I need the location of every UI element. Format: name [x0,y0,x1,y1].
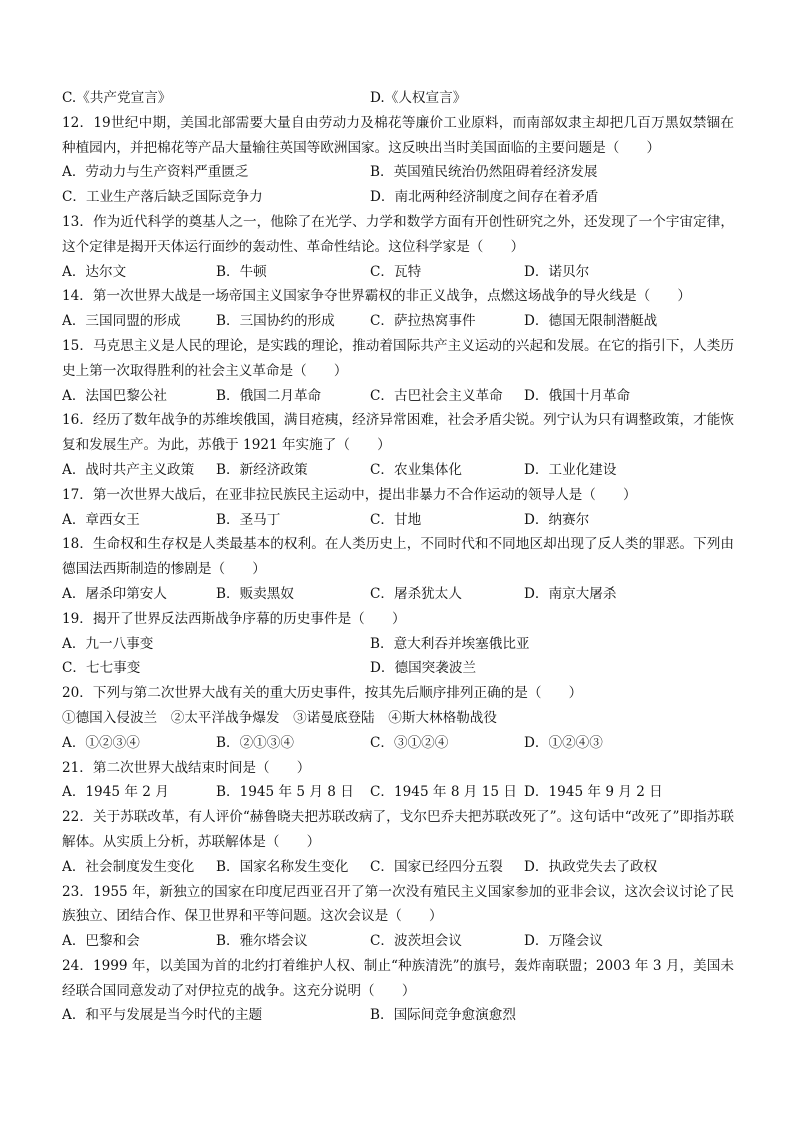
question-18 [62,532,734,606]
options-row [62,1003,734,1028]
option-b: B．②①③④ [216,734,294,751]
option-c: C．波茨坦会议 [370,933,462,950]
option-c: C．屠杀犹太人 [370,585,462,602]
question-list [62,86,734,1028]
option-c: C．农业集体化 [370,461,462,478]
question-text: 24．1999 年，以美国为首的北约打着维护人权、制止“种族清洗”的旗号，轰炸南联盟；2003 年 3 月，美国未经联合国同意发动了对伊拉克的战争。这充分说明（ ） [62,957,734,999]
question-text: 14．第一次世界大战是一场帝国主义国家争夺世界霸权的非正义战争，点燃这场战争的导火线是（ ） [62,288,692,305]
options-row [62,508,734,533]
question-22 [62,805,734,879]
question-text: 23．1955 年，新独立的国家在印度尼西亚召开了第一次没有殖民主义国家参加的亚非会议，这次会议讨论了民族独立、团结合作、保卫世界和平等问题。这次会议是（ ） [62,883,734,925]
question-19 [62,607,734,681]
option-c: C．甘地 [370,511,422,528]
question-text: 12．19世纪中期，美国北部需要大量自由劳动力及棉花等廉价工业原料，而南部奴隶主却把几百万黑奴禁锢在种植园内，并把棉花等产品大量输往英国等欧洲国家。这反映出当时美国面临的主要问题是（ ） [62,114,734,156]
option-d: D．执政党失去了政权 [524,858,658,875]
option-d: D．德国无限制潜艇战 [524,313,658,330]
question-text: 16．经历了数年战争的苏维埃俄国，满目疮痍，经济异常困难，社会矛盾尖锐。列宁认为只有调整政策，才能恢复和发展生产。为此，苏俄于 1921 年实施了（ ） [62,412,734,454]
question-20 [62,681,734,755]
question-text: 18．生命权和生存权是人类最基本的权利。在人类历史上，不同时代和不同地区却出现了反人类的罪恶。下列由德国法西斯制造的惨剧是（ ） [62,536,734,578]
question-16 [62,408,734,482]
option-b: B．国家名称发生变化 [216,858,349,875]
options-row [62,458,734,483]
question-24 [62,954,734,1028]
question-text: 20．下列与第二次世界大战有关的重大历史事件，按其先后顺序排列正确的是（ ） [62,685,583,702]
option-c: C．七七事变 [62,660,141,677]
question-text: 15．马克思主义是人民的理论，是实践的理论，推动着国际共产主义运动的兴起和发展。在它的指引下，人类历史上第一次取得胜利的社会主义革命是（ ） [62,337,734,379]
option-a: A．①②③④ [62,734,140,751]
options-row [62,260,734,285]
question-13 [62,210,734,284]
option-b: B．三国协约的形成 [216,313,335,330]
option-c: C．国家已经四分五裂 [370,858,503,875]
option-a: A．社会制度发生变化 [62,858,195,875]
option-b: B．贩卖黑奴 [216,585,294,602]
option-d: D．诺贝尔 [524,263,590,280]
option-a: A．章西女王 [62,511,140,528]
option-b: B．圣马丁 [216,511,281,528]
option-c: C.《共产党宣言》 [62,90,172,106]
option-d: D．南北两种经济制度之间存在着矛盾 [370,189,599,206]
options-row [62,309,734,334]
option-b: B．1945 年 5 月 8 日 [216,784,354,801]
question-21 [62,756,734,806]
question-17 [62,483,734,533]
option-c: C．古巴社会主义革命 [370,387,503,404]
options-row [62,656,734,681]
question-text: 22．关于苏联改革，有人评价“赫鲁晓夫把苏联改病了，戈尔巴乔夫把苏联改死了”。这句话中“改死了”即指苏联解体。从实质上分析，苏联解体是（ ） [62,809,734,850]
option-a: A．巴黎和会 [62,933,140,950]
option-c: C．萨拉热窝事件 [370,313,476,330]
option-b: B．意大利吞并埃塞俄比亚 [370,635,530,652]
options-row [62,731,734,756]
option-d: D．俄国十月革命 [524,387,631,404]
option-a: A．战时共产主义政策 [62,461,195,478]
option-b: B．雅尔塔会议 [216,933,308,950]
option-d: D.《人权宣言》 [370,90,467,106]
option-a: A．和平与发展是当今时代的主题 [62,1007,263,1024]
options-row [62,632,734,657]
question-text: 17．第一次世界大战后，在亚非拉民族民主运动中，提出非暴力不合作运动的领导人是（ ） [62,486,637,503]
question-items: ①德国入侵波兰 ②太平洋战争爆发 ③诺曼底登陆 ④斯大林格勒战役 [62,709,497,726]
option-c: C．③①②④ [370,734,449,751]
options-row [62,855,734,880]
options-row [62,384,734,409]
option-b: B．俄国二月革命 [216,387,322,404]
question-15 [62,334,734,408]
options-row [62,185,734,210]
question-text: 13．作为近代科学的奠基人之一，他除了在光学、力学和数学方面有开创性研究之外，还发现了一个宇宙定律，这个定律是揭开天体运行面纱的轰动性、革命性结论。这位科学家是（ ） [62,213,734,255]
question-text: 21．第二次世界大战结束时间是（ ） [62,759,311,776]
option-d: D．南京大屠杀 [524,585,617,602]
option-d: D．①②④③ [524,734,603,751]
options-row [62,780,734,805]
option-a: A．1945 年 2 月 [62,784,169,801]
option-a: A．屠杀印第安人 [62,585,167,602]
option-c: C．工业生产落后缺乏国际竞争力 [62,189,263,206]
option-a: A．九一八事变 [62,635,154,652]
question-23 [62,880,734,954]
option-a: A．劳动力与生产资料严重匮乏 [62,164,249,181]
option-b: B．英国殖民统治仍然阻碍着经济发展 [370,164,598,181]
question-12 [62,111,734,210]
option-c: C．瓦特 [370,263,422,280]
option-d: D．德国突袭波兰 [370,660,477,677]
option-d: D．1945 年 9 月 2 日 [524,784,663,801]
option-c: C．1945 年 8 月 15 日 [370,784,517,801]
question-14 [62,284,734,334]
option-b: B．国际间竞争愈演愈烈 [370,1007,516,1024]
options-row [62,160,734,185]
question-text: 19．揭开了世界反法西斯战争序幕的历史事件是（ ） [62,610,406,627]
q11-options-tail [62,86,734,111]
options-row [62,582,734,607]
option-d: D．纳赛尔 [524,511,590,528]
option-d: D．工业化建设 [524,461,617,478]
option-b: B．牛顿 [216,263,267,280]
options-row [62,929,734,954]
option-b: B．新经济政策 [216,461,308,478]
option-a: A．法国巴黎公社 [62,387,167,404]
option-a: A．达尔文 [62,263,127,280]
option-d: D．万隆会议 [524,933,603,950]
option-a: A．三国同盟的形成 [62,313,181,330]
